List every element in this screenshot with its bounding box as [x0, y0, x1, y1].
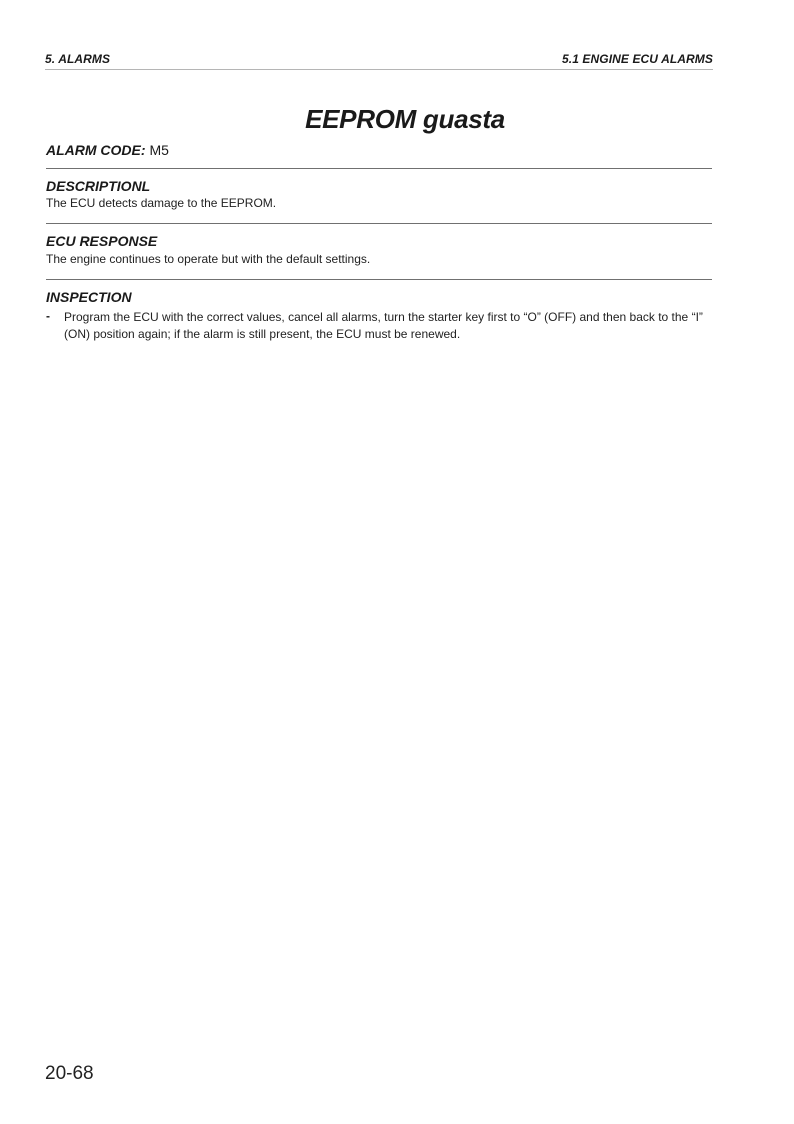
inspection-item: Program the ECU with the correct values, cancel all alarms, turn the starter key first to “O” (OFF) and then back to the “I” (ON) position again; if the alarm is still present, the ECU must be renewed.	[64, 310, 703, 341]
divider	[46, 279, 712, 280]
description-text: The ECU detects damage to the EEPROM.	[46, 196, 277, 210]
section-label: 5.1 ENGINE ECU ALARMS	[561, 52, 713, 66]
inspection-heading: INSPECTION	[46, 289, 132, 305]
chapter-label: 5. ALARMS	[45, 52, 111, 66]
alarm-code-value: M5	[149, 142, 169, 158]
page-number: 20-68	[45, 1063, 94, 1084]
ecu-response-heading: ECU RESPONSE	[46, 233, 158, 249]
divider	[46, 168, 712, 169]
alarm-code	[46, 142, 169, 158]
page-title	[0, 104, 794, 135]
alarm-code-label: ALARM CODE:	[46, 142, 146, 158]
bullet-marker: -	[46, 309, 50, 323]
divider	[46, 223, 712, 224]
page-header	[45, 50, 713, 70]
ecu-response-text: The engine continues to operate but with the default settings.	[46, 252, 371, 266]
page-title-text: EEPROM guasta	[305, 104, 505, 134]
description-heading: DESCRIPTIONL	[46, 178, 151, 194]
